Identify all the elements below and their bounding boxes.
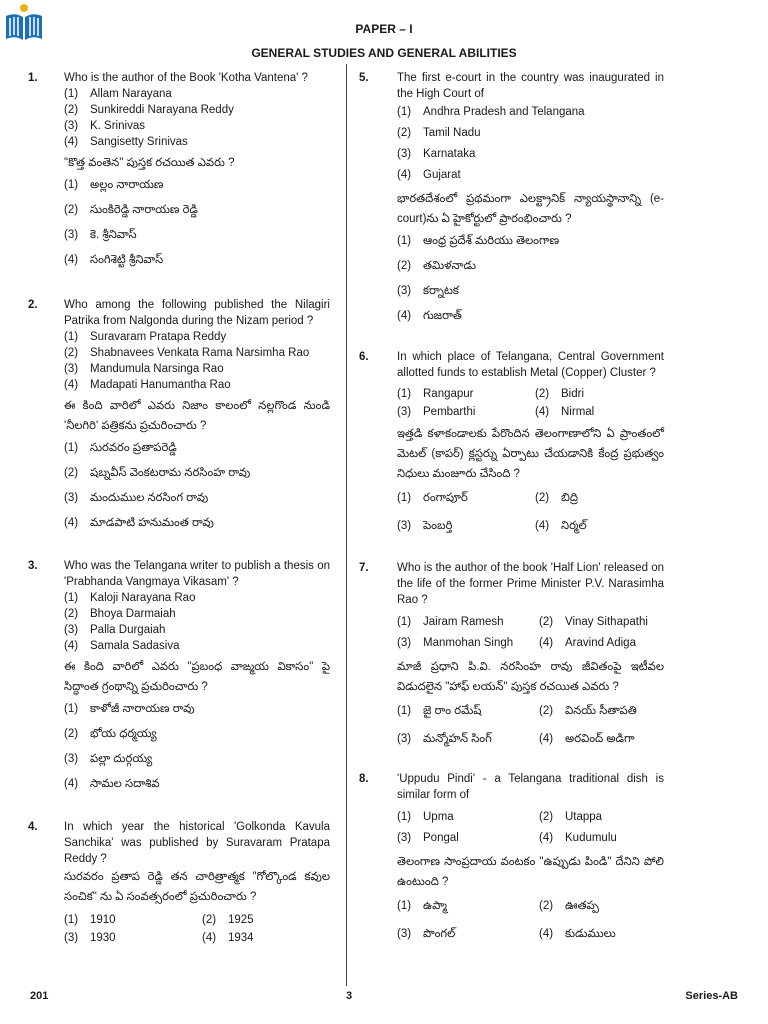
question-text-telugu: ఈ కింది వారిలో ఎవరు "ప్రబంధ వాఙ్మయ వికాసం" పై సిద్ధాంత గ్రంథాన్ని ప్రచురించారు ?: [64, 661, 330, 693]
series-label: Series-AB: [685, 990, 738, 1002]
telugu-block: [397, 424, 664, 540]
telugu-block: [397, 189, 664, 329]
option-1[interactable]: (1) Kaloji Narayana Rao: [64, 592, 196, 604]
column-divider: [346, 64, 347, 986]
option-1[interactable]: (1) Rangapur: [397, 388, 474, 400]
option-2-telugu[interactable]: (2) భోయ ధర్మయ్య: [64, 728, 157, 740]
question-number: 7.: [359, 562, 369, 574]
option-4[interactable]: (4) 1934: [202, 932, 254, 944]
question-8: [352, 771, 764, 948]
option-2[interactable]: (2) Tamil Nadu: [397, 127, 481, 139]
option-2[interactable]: (2) Shabnavees Venkata Rama Narsimha Rao: [64, 347, 310, 359]
telugu-block: [397, 657, 664, 753]
right-column: [352, 70, 764, 948]
option-1-telugu[interactable]: (1) అల్లం నారాయణ: [64, 179, 164, 191]
question-number: 4.: [28, 821, 38, 833]
option-2-telugu[interactable]: (2) వినయ్ సీతాపతి: [539, 705, 637, 717]
option-3-telugu[interactable]: (3) మందుముల నరసింగ రావు: [64, 492, 209, 504]
question-text-telugu: ఈ కింది వారిలో ఎవరు నిజాం కాలంలో నల్లగొండ నుండి 'నీలగిరి' పత్రికను ప్రచురించారు ?: [64, 400, 330, 432]
question-5: [352, 70, 764, 329]
question-text: Who is the author of the Book 'Kotha Vantena' ?: [64, 72, 308, 84]
option-4-telugu[interactable]: (4) సామల సదాశివ: [64, 778, 160, 790]
option-1-telugu[interactable]: (1) సురవరం ప్రతాపరెడ్డి: [64, 442, 177, 454]
question-number: 8.: [359, 773, 369, 785]
option-2[interactable]: (2) Bhoya Darmaiah: [64, 608, 176, 620]
option-4-telugu[interactable]: (4) మాడపాటి హనుమంత రావు: [64, 517, 214, 529]
option-3[interactable]: (3) Pembarthi: [397, 406, 476, 418]
question-4: [0, 819, 344, 947]
option-1-telugu[interactable]: (1) రంగాపూర్: [397, 492, 468, 504]
option-4-telugu[interactable]: (4) గుజరాత్: [397, 310, 462, 322]
option-4[interactable]: (4) Nirmal: [535, 406, 595, 418]
options-grid: [64, 911, 330, 947]
question-text-telugu: ఇత్తడి కళాకండాలకు పేరొందిన తెలంగాణాలోని ఏ ప్రాంతంలో మెటల్ (కాపర్) క్లస్టర్ను ఏర్పాటు చేయడానికి కేంద్ర ప్రభుత్వం నిధులు మంజూరు చేసింది ?: [397, 428, 664, 480]
question-text-telugu: భారతదేశంలో ప్రథమంగా ఎలక్ట్రానిక్ న్యాయస్థానాన్ని (e-court)ను ఏ హైకోర్టులో ప్రారంభించారు ?: [397, 193, 664, 225]
telugu-block: [64, 153, 330, 273]
option-2-telugu[interactable]: (2) బిద్రి: [535, 492, 578, 504]
option-4[interactable]: (4) Aravind Adiga: [539, 637, 636, 649]
telugu-block: [64, 657, 330, 797]
option-4[interactable]: (4) Kudumulu: [539, 832, 617, 844]
question-text: Who among the following published the Nilagiri Patrika from Nalgonda during the Nizam period ?: [64, 299, 330, 327]
question-text-telugu: "కొత్త వంతెన" పుస్తక రచయిత ఎవరు ?: [64, 157, 235, 169]
question-7: [352, 560, 764, 753]
question-text: The first e-court in the country was inaugurated in the High Court of: [397, 72, 664, 100]
option-3[interactable]: (3) Palla Durgaiah: [64, 624, 166, 636]
option-1-telugu[interactable]: (1) ఉప్మా: [397, 900, 447, 912]
option-2-telugu[interactable]: (2) తమిళనాడు: [397, 260, 476, 272]
option-2[interactable]: (2) Bidri: [535, 388, 585, 400]
option-2-telugu[interactable]: (2) షబ్నవీస్ వెంకటరామ నరసింహ రావు: [64, 467, 251, 479]
option-1[interactable]: (1) Jairam Ramesh: [397, 616, 504, 628]
option-1[interactable]: (1) Andhra Pradesh and Telangana: [397, 106, 585, 118]
question-text-telugu: సురవరం ప్రతాప రెడ్డి తన చారిత్రాత్మక "గోల్కొండ కవుల సంచిక" ను ఏ సంవత్సరంలో ప్రచురించారు ?: [64, 871, 330, 903]
question-text-telugu: తెలంగాణ సాంప్రదాయ వంటకం "ఉప్పుడు పిండి" దేనిని పోలి ఉంటుంది ?: [397, 856, 664, 888]
option-4[interactable]: (4) Gujarat: [397, 169, 461, 181]
option-4[interactable]: (4) Samala Sadasiva: [64, 640, 180, 652]
options-grid-telugu: [397, 484, 664, 540]
paper-title: PAPER – I: [355, 22, 413, 36]
paper-subtitle: GENERAL STUDIES AND GENERAL ABILITIES: [251, 46, 517, 60]
option-3-telugu[interactable]: (3) పల్లా దుర్గయ్య: [64, 753, 153, 765]
options-grid-telugu: [397, 697, 664, 753]
option-2[interactable]: (2) Vinay Sithapathi: [539, 616, 648, 628]
question-number: 1.: [28, 72, 38, 84]
option-3-telugu[interactable]: (3) కె. శ్రీనివాస్: [64, 229, 137, 241]
question-number: 6.: [359, 351, 369, 363]
option-4-telugu[interactable]: (4) అరవింద్ అడిగా: [539, 733, 635, 745]
option-1[interactable]: (1) Upma: [397, 811, 454, 823]
question-3: [0, 558, 344, 797]
option-3[interactable]: (3) Pongal: [397, 832, 459, 844]
option-3-telugu[interactable]: (3) పొంగల్: [397, 928, 456, 940]
booklet-code: 201: [30, 990, 49, 1002]
option-3[interactable]: (3) 1930: [64, 932, 116, 944]
option-3[interactable]: (3) Karnataka: [397, 148, 476, 160]
question-text: Who is the author of the book 'Half Lion' released on the life of the former Prime Minister P.V. Narasimha Rao ?: [397, 562, 664, 606]
option-1[interactable]: (1) 1910: [64, 914, 116, 926]
option-1[interactable]: (1) Allam Narayana: [64, 88, 172, 100]
option-3[interactable]: (3) Manmohan Singh: [397, 637, 514, 649]
question-number: 2.: [28, 299, 38, 311]
option-1-telugu[interactable]: (1) ఆంధ్ర ప్రదేశ్ మరియు తెలంగాణ: [397, 235, 560, 247]
option-2[interactable]: (2) Utappa: [539, 811, 603, 823]
question-2: [0, 297, 344, 536]
option-4-telugu[interactable]: (4) నిర్మల్: [535, 520, 587, 532]
telugu-block: [397, 852, 664, 948]
options-grid: [397, 612, 664, 654]
question-number: 5.: [359, 72, 369, 84]
option-4[interactable]: (4) Madapati Hanumantha Rao: [64, 379, 231, 391]
option-3-telugu[interactable]: (3) మన్మోహన్ సింగ్: [397, 733, 492, 745]
options-grid: [397, 807, 664, 849]
option-2[interactable]: (2) Sunkireddi Narayana Reddy: [64, 104, 234, 116]
question-text: 'Uppudu Pindi' - a Telangana traditional dish is similar form of: [397, 773, 664, 801]
option-3-telugu[interactable]: (3) పెంబర్తి: [397, 520, 453, 532]
options-grid: [397, 385, 664, 421]
option-1-telugu[interactable]: (1) కాళోజీ నారాయణ రావు: [64, 703, 195, 715]
option-1[interactable]: (1) Suravaram Pratapa Reddy: [64, 331, 227, 343]
question-text: In which place of Telangana, Central Government allotted funds to establish Metal (Copper) Cluster ?: [397, 351, 664, 379]
telugu-block: [64, 396, 330, 536]
options-grid-telugu: [397, 892, 664, 948]
page-number: 3: [346, 990, 353, 1002]
option-2[interactable]: (2) 1925: [202, 914, 254, 926]
question-text: Who was the Telangana writer to publish a thesis on 'Prabhanda Vangmaya Vikasam' ?: [64, 560, 330, 588]
option-2-telugu[interactable]: (2) ఊతప్ప: [539, 900, 599, 912]
left-column: [0, 70, 344, 947]
option-3-telugu[interactable]: (3) కర్నాటక: [397, 285, 459, 297]
question-text-telugu: మాజీ ప్రధాని పి.వి. నరసింహ రావు జీవితంపై ఇటీవల విడుదలైన "హాఫ్ లయన్" పుస్తక రచయిత ఎవరు ?: [397, 661, 664, 693]
question-6: [352, 349, 764, 540]
option-2-telugu[interactable]: (2) సుంకిరెడ్డి నారాయణ రెడ్డి: [64, 204, 198, 216]
option-1-telugu[interactable]: (1) జై రాం రమేష్: [397, 705, 482, 717]
question-text: In which year the historical 'Golkonda Kavula Sanchika' was published by Suravaram Pratapa Reddy ?: [64, 821, 330, 865]
question-1: [0, 70, 344, 273]
option-4-telugu[interactable]: (4) సంగిశెట్టి శ్రీనివాస్: [64, 254, 164, 266]
option-4[interactable]: (4) Sangisetty Srinivas: [64, 136, 188, 148]
option-3[interactable]: (3) K. Srinivas: [64, 120, 145, 132]
option-3[interactable]: (3) Mandumula Narsinga Rao: [64, 363, 224, 375]
option-4-telugu[interactable]: (4) కుడుములు: [539, 928, 616, 940]
question-number: 3.: [28, 560, 38, 572]
